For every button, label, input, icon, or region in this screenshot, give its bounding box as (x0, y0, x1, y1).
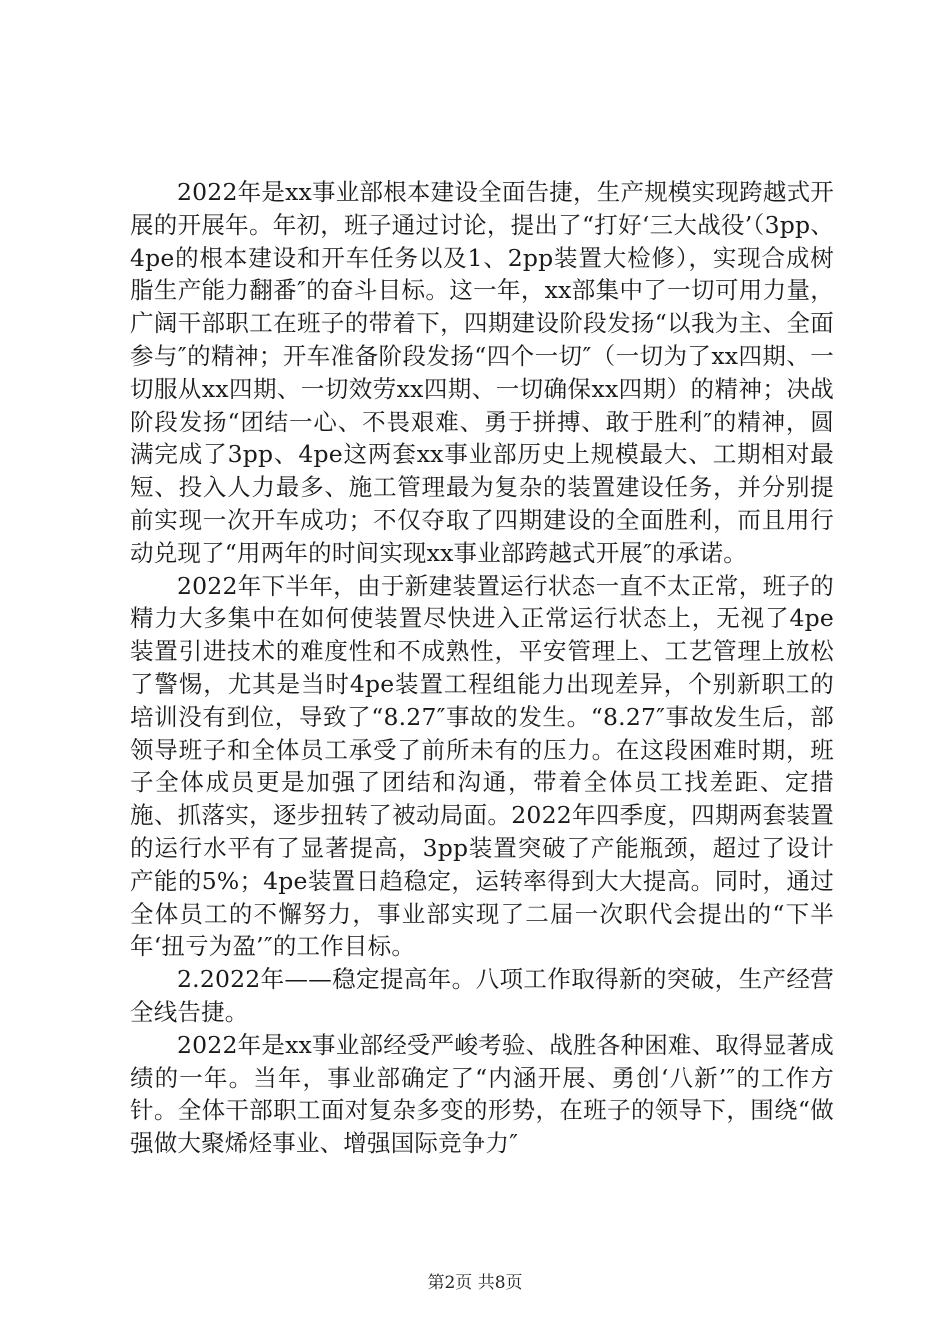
document-body (130, 176, 834, 1160)
page-number-label: 第2页 共8页 (427, 1273, 523, 1293)
page-footer (0, 1268, 950, 1293)
paragraph-3: 2.2022年——稳定提高年。八项工作取得新的突破，生产经营全线告捷。 (130, 965, 834, 1026)
paragraph-4: 2022年是xx事业部经受严峻考验、战胜各种困难、取得显著成绩的一年。当年，事业部确定了“内涵开展、勇创‘八新’″的工作方针。全体干部职工面对复杂多变的形势，在班子的领导下，围绕“做强做大聚烯烃事业、增强国际竞争力″ (130, 1030, 834, 1158)
paragraph-2: 2022年下半年，由于新建装置运行状态一直不太正常，班子的精力大多集中在如何使装置尽快进入正常运行状态上，无视了4pe装置引进技术的难度性和不成熟性，平安管理上、工艺管理上放松了警惕，尤其是当时4pe装置工程组能力出现差异，个别新职工的培训没有到位，导致了“8.27″事故的发生。“8.27″事故发生后，部领导班子和全体员工承受了前所未有的压力。在这段困难时期，班子全体成员更是加强了团结和沟通，带着全体员工找差距、定措施、抓落实，逐步扭转了被动局面。2022年四季度，四期两套装置的运行水平有了显著提高，3pp装置突破了产能瓶颈，超过了设计产能的5%；4pe装置日趋稳定，运转率得到大大提高。同时，通过全体员工的不懈努力，事业部实现了二届一次职代会提出的“下半年‘扭亏为盈’″的工作目标。 (130, 571, 834, 961)
paragraph-1: 2022年是xx事业部根本建设全面告捷，生产规模实现跨越式开展的开展年。年初，班子通过讨论，提出了“打好‘三大战役’（3pp、4pe的根本建设和开车任务以及1、2pp装置大检修），实现合成树脂生产能力翻番″的奋斗目标。这一年，xx部集中了一切可用力量，广阔干部职工在班子的带着下，四期建设阶段发扬“以我为主、全面参与″的精神；开车准备阶段发扬“四个一切″（一切为了xx四期、一切服从xx四期、一切效劳xx四期、一切确保xx四期）的精神；决战阶段发扬“团结一心、不畏艰难、勇于拼搏、敢于胜利″的精神，圆满完成了3pp、4pe这两套xx事业部历史上规模最大、工期相对最短、投入人力最多、施工管理最为复杂的装置建设任务，并分别提前实现一次开车成功；不仅夺取了四期建设的全面胜利，而且用行动兑现了“用两年的时间实现xx事业部跨越式开展″的承诺。 (130, 178, 834, 567)
